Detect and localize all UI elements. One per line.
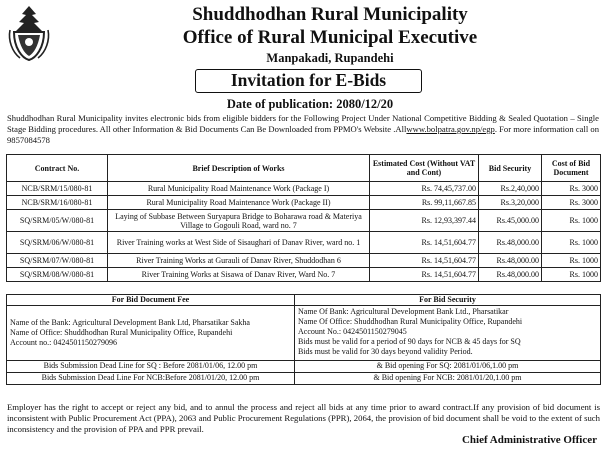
security-office-name: Name Of Office: Shuddhodhan Rural Municipality Office, Rupandehi: [298, 317, 523, 326]
contract-no-cell: SQ/SRM/05/W/080-81: [7, 210, 108, 232]
doc-cost-cell: Rs. 3000: [542, 196, 601, 210]
intro-paragraph: [7, 113, 599, 146]
description-cell: River Training Works at Sisawa of Danav River, Ward No. 7: [108, 268, 370, 282]
contract-no-cell: SQ/SRM/07/W/080-81: [7, 254, 108, 268]
description-cell: River Training works at West Side of Sisaughari of Danav River, ward no. 1: [108, 232, 370, 254]
doc-cost-cell: Rs. 1000: [542, 232, 601, 254]
security-bank-details: [295, 306, 601, 361]
table-row: [7, 196, 601, 210]
security-account-no: Account No.: 0424501150279045: [298, 327, 407, 336]
contract-no-cell: NCB/SRM/16/080-81: [7, 196, 108, 210]
table-row: [7, 232, 601, 254]
bid-security-cell: Rs.48,000.00: [479, 232, 542, 254]
table-header-row: [7, 155, 601, 182]
doc-cost-cell: Rs. 1000: [542, 254, 601, 268]
doc-cost-cell: Rs. 3000: [542, 182, 601, 196]
bid-security-cell: Rs.2,40,000: [479, 182, 542, 196]
col-header-doc-cost: Cost of Bid Document: [542, 155, 601, 182]
address: Manpakadi, Rupandehi: [266, 51, 394, 65]
table-row: [7, 210, 601, 232]
estimated-cost-cell: Rs. 12,93,397.44: [370, 210, 479, 232]
contract-no-cell: SQ/SRM/08/W/080-81: [7, 268, 108, 282]
estimated-cost-cell: Rs. 14,51,604.77: [370, 232, 479, 254]
publication-date: Date of publication: 2080/12/20: [226, 97, 394, 111]
sq-deadline-row: [7, 361, 601, 373]
fee-security-table: [6, 294, 601, 385]
col-header-estimated-cost: Estimated Cost (Without VAT and Cont): [370, 155, 479, 182]
bid-security-cell: Rs.45,000.00: [479, 210, 542, 232]
security-validity-note: Bids must be valid for 30 days beyond validity Period.: [298, 347, 473, 356]
col-header-bid-security: Bid Security: [479, 155, 542, 182]
contract-no-cell: NCB/SRM/15/080-81: [7, 182, 108, 196]
intro-text: Shuddhodhan Rural Municipality invites electronic bids from eligible bidders for the Following Project Under National Competitive Bidding & Sealed Quotation – Single Stage Bidding procedures. All other Information & Bid Documents Can Be Downloaded from PPMO's Website .All: [7, 113, 599, 134]
office-name: Office of Rural Municipal Executive: [182, 27, 478, 48]
fee-security-header-row: [7, 295, 601, 306]
municipality-emblem-icon: [6, 4, 52, 62]
doc-cost-cell: Rs. 1000: [542, 268, 601, 282]
col-header-description: Brief Description of Works: [108, 155, 370, 182]
description-cell: Rural Municipality Road Maintenance Work (Package I): [108, 182, 370, 196]
fee-bank-name: Name of the Bank: Agricultural Development Bank Ltd, Pharsatikar Sakha: [10, 318, 250, 327]
fee-account-no: Account no.: 0424501150279096: [10, 338, 118, 347]
bid-security-cell: Rs.3,20,000: [479, 196, 542, 210]
intro-contact: . For more information call on 9857084578: [7, 124, 599, 145]
signatory-title: Chief Administrative Officer: [461, 434, 597, 446]
doc-cost-cell: Rs. 1000: [542, 210, 601, 232]
org-name: Shuddhodhan Rural Municipality: [192, 4, 468, 25]
fee-header: For Bid Document Fee: [7, 295, 295, 306]
table-row: [7, 268, 601, 282]
ncb-deadline-row: [7, 373, 601, 385]
description-cell: Laying of Subbase Between Suryapura Bridge to Boharawa road & Materiya Village to Gogouli Road, ward no. 7: [108, 210, 370, 232]
estimated-cost-cell: Rs. 14,51,604.77: [370, 268, 479, 282]
fee-bank-details: [7, 306, 295, 361]
notice-title: Invitation for E-Bids: [195, 69, 422, 93]
description-cell: Rural Municipality Road Maintenance Work (Package II): [108, 196, 370, 210]
table-row: [7, 182, 601, 196]
bid-security-cell: Rs.48,000.00: [479, 254, 542, 268]
sq-submission-deadline: Bids Submission Dead Line for SQ : Before 2081/01/06, 12.00 pm: [7, 361, 295, 373]
estimated-cost-cell: Rs. 14,51,604.77: [370, 254, 479, 268]
bid-table: [6, 154, 601, 282]
ncb-submission-deadline: Bids Submission Dead Line For NCB:Before 2081/01/20, 12.00 pm: [7, 373, 295, 385]
fee-office-name: Name of Office: Shuddhodhan Rural Municipality Office, Rupandehi: [10, 328, 233, 337]
security-bank-name: Name Of Bank: Agricultural Development Bank Ltd., Pharsatikar: [298, 307, 509, 316]
ppmo-website-link[interactable]: www.bolpatra.gov.np/egp: [406, 124, 495, 134]
bid-security-cell: Rs.48,000.00: [479, 268, 542, 282]
bank-details-row: [7, 306, 601, 361]
ncb-bid-opening: & Bid opening For NCB: 2081/01/20,1.00 pm: [295, 373, 601, 385]
terms-paragraph: Employer has the right to accept or reject any bid, and to annul the process and reject all bids at any time prior to award contract.If any provision of bid document is inconsistent with Public Procurement Act (PPA), 2063 and Public Procurement Regulations (PPR), 2064, the provision of bid document shall be void to the extent of such inconsistency and the provision of PPA and PPR prevail.: [7, 402, 600, 434]
col-header-contract-no: Contract No.: [7, 155, 108, 182]
security-header: For Bid Security: [295, 295, 601, 306]
sq-bid-opening: & Bid opening For SQ: 2081/01/06,1.00 pm: [295, 361, 601, 373]
description-cell: River Training Works at Gurauli of Danav River, Shuddodhan 6: [108, 254, 370, 268]
bid-validity-note: Bids must be valid for a period of 90 days for NCB & 45 days for SQ: [298, 337, 521, 346]
contract-no-cell: SQ/SRM/06/W/080-81: [7, 232, 108, 254]
estimated-cost-cell: Rs. 99,11,667.85: [370, 196, 479, 210]
estimated-cost-cell: Rs. 74,45,737.00: [370, 182, 479, 196]
table-row: [7, 254, 601, 268]
